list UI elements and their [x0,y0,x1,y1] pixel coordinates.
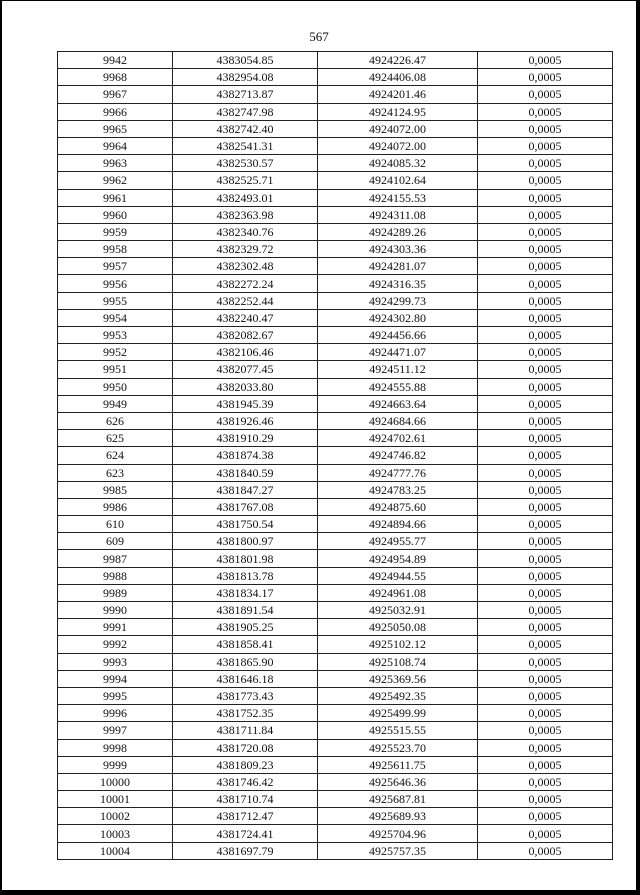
x-coordinate-cell: 4381905.25 [173,619,318,636]
value-cell: 0,0005 [478,395,613,412]
value-cell: 0,0005 [478,137,613,154]
y-coordinate-cell: 4924102.64 [318,172,478,189]
value-cell: 0,0005 [478,584,613,601]
point-number-cell: 9996 [58,705,173,722]
value-cell: 0,0005 [478,653,613,670]
x-coordinate-cell: 4381646.18 [173,670,318,687]
value-cell: 0,0005 [478,378,613,395]
value-cell: 0,0005 [478,687,613,704]
table-row [58,412,613,429]
point-number-cell: 9985 [58,481,173,498]
value-cell: 0,0005 [478,739,613,756]
value-cell: 0,0005 [478,447,613,464]
table-row [58,533,613,550]
x-coordinate-cell: 4382240.47 [173,309,318,326]
x-coordinate-cell: 4382033.80 [173,378,318,395]
y-coordinate-cell: 4925108.74 [318,653,478,670]
y-coordinate-cell: 4925687.81 [318,791,478,808]
y-coordinate-cell: 4925499.99 [318,705,478,722]
y-coordinate-cell: 4924226.47 [318,52,478,69]
x-coordinate-cell: 4382747.98 [173,103,318,120]
x-coordinate-cell: 4381720.08 [173,739,318,756]
point-number-cell: 624 [58,447,173,464]
y-coordinate-cell: 4924894.66 [318,516,478,533]
y-coordinate-cell: 4924746.82 [318,447,478,464]
coordinates-table [57,51,613,860]
x-coordinate-cell: 4382541.31 [173,137,318,154]
point-number-cell: 9949 [58,395,173,412]
point-number-cell: 9951 [58,361,173,378]
y-coordinate-cell: 4924944.55 [318,567,478,584]
point-number-cell: 10001 [58,791,173,808]
x-coordinate-cell: 4381910.29 [173,430,318,447]
point-number-cell: 9990 [58,602,173,619]
y-coordinate-cell: 4924289.26 [318,223,478,240]
x-coordinate-cell: 4382530.57 [173,155,318,172]
y-coordinate-cell: 4924511.12 [318,361,478,378]
table-row [58,275,613,292]
value-cell: 0,0005 [478,550,613,567]
y-coordinate-cell: 4925102.12 [318,636,478,653]
x-coordinate-cell: 4381847.27 [173,481,318,498]
point-number-cell: 609 [58,533,173,550]
point-number-cell: 9962 [58,172,173,189]
table-row [58,258,613,275]
point-number-cell: 10003 [58,825,173,842]
value-cell: 0,0005 [478,120,613,137]
value-cell: 0,0005 [478,464,613,481]
table-row [58,739,613,756]
value-cell: 0,0005 [478,344,613,361]
value-cell: 0,0005 [478,275,613,292]
value-cell: 0,0005 [478,481,613,498]
value-cell: 0,0005 [478,69,613,86]
y-coordinate-cell: 4925689.93 [318,808,478,825]
x-coordinate-cell: 4381874.38 [173,447,318,464]
point-number-cell: 9994 [58,670,173,687]
value-cell: 0,0005 [478,292,613,309]
x-coordinate-cell: 4381834.17 [173,584,318,601]
table-row [58,636,613,653]
value-cell: 0,0005 [478,155,613,172]
table-row [58,687,613,704]
point-number-cell: 9942 [58,52,173,69]
table-row [58,481,613,498]
point-number-cell: 9957 [58,258,173,275]
table-row [58,498,613,515]
point-number-cell: 9992 [58,636,173,653]
table-row [58,327,613,344]
point-number-cell: 9966 [58,103,173,120]
y-coordinate-cell: 4924783.25 [318,481,478,498]
x-coordinate-cell: 4383054.85 [173,52,318,69]
y-coordinate-cell: 4925492.35 [318,687,478,704]
x-coordinate-cell: 4381865.90 [173,653,318,670]
x-coordinate-cell: 4381945.39 [173,395,318,412]
x-coordinate-cell: 4381767.08 [173,498,318,515]
x-coordinate-cell: 4381712.47 [173,808,318,825]
x-coordinate-cell: 4381809.23 [173,756,318,773]
value-cell: 0,0005 [478,619,613,636]
point-number-cell: 9964 [58,137,173,154]
x-coordinate-cell: 4381801.98 [173,550,318,567]
y-coordinate-cell: 4924124.95 [318,103,478,120]
table-row [58,773,613,790]
value-cell: 0,0005 [478,773,613,790]
x-coordinate-cell: 4381752.35 [173,705,318,722]
table-row [58,309,613,326]
point-number-cell: 9968 [58,69,173,86]
table-row [58,86,613,103]
y-coordinate-cell: 4924961.08 [318,584,478,601]
y-coordinate-cell: 4924316.35 [318,275,478,292]
value-cell: 0,0005 [478,808,613,825]
y-coordinate-cell: 4924299.73 [318,292,478,309]
value-cell: 0,0005 [478,189,613,206]
value-cell: 0,0005 [478,52,613,69]
x-coordinate-cell: 4382525.71 [173,172,318,189]
point-number-cell: 9952 [58,344,173,361]
value-cell: 0,0005 [478,430,613,447]
table-row [58,69,613,86]
y-coordinate-cell: 4925515.55 [318,722,478,739]
table-row [58,842,613,859]
y-coordinate-cell: 4925369.56 [318,670,478,687]
table-row [58,223,613,240]
point-number-cell: 9993 [58,653,173,670]
y-coordinate-cell: 4924281.07 [318,258,478,275]
x-coordinate-cell: 4381724.41 [173,825,318,842]
value-cell: 0,0005 [478,361,613,378]
table-row [58,705,613,722]
x-coordinate-cell: 4381858.41 [173,636,318,653]
point-number-cell: 10004 [58,842,173,859]
value-cell: 0,0005 [478,825,613,842]
value-cell: 0,0005 [478,206,613,223]
value-cell: 0,0005 [478,241,613,258]
point-number-cell: 10000 [58,773,173,790]
value-cell: 0,0005 [478,412,613,429]
point-number-cell: 9958 [58,241,173,258]
point-number-cell: 9967 [58,86,173,103]
y-coordinate-cell: 4925757.35 [318,842,478,859]
point-number-cell: 610 [58,516,173,533]
point-number-cell: 9960 [58,206,173,223]
value-cell: 0,0005 [478,602,613,619]
y-coordinate-cell: 4924663.64 [318,395,478,412]
table-body [58,52,613,860]
y-coordinate-cell: 4924303.36 [318,241,478,258]
table-row [58,670,613,687]
point-number-cell: 626 [58,412,173,429]
point-number-cell: 9963 [58,155,173,172]
y-coordinate-cell: 4924702.61 [318,430,478,447]
x-coordinate-cell: 4381813.78 [173,567,318,584]
point-number-cell: 623 [58,464,173,481]
x-coordinate-cell: 4382272.24 [173,275,318,292]
y-coordinate-cell: 4924201.46 [318,86,478,103]
value-cell: 0,0005 [478,172,613,189]
point-number-cell: 9959 [58,223,173,240]
y-coordinate-cell: 4924456.66 [318,327,478,344]
point-number-cell: 9986 [58,498,173,515]
value-cell: 0,0005 [478,258,613,275]
point-number-cell: 625 [58,430,173,447]
page-number: 567 [309,29,329,44]
value-cell: 0,0005 [478,670,613,687]
table-row [58,206,613,223]
point-number-cell: 9995 [58,687,173,704]
x-coordinate-cell: 4381891.54 [173,602,318,619]
table-row [58,430,613,447]
table-row [58,378,613,395]
y-coordinate-cell: 4925611.75 [318,756,478,773]
value-cell: 0,0005 [478,842,613,859]
y-coordinate-cell: 4924155.53 [318,189,478,206]
x-coordinate-cell: 4382493.01 [173,189,318,206]
value-cell: 0,0005 [478,756,613,773]
x-coordinate-cell: 4381746.42 [173,773,318,790]
x-coordinate-cell: 4382077.45 [173,361,318,378]
y-coordinate-cell: 4924954.89 [318,550,478,567]
table-row [58,791,613,808]
y-coordinate-cell: 4924555.88 [318,378,478,395]
document-page [2,1,636,890]
table-row [58,722,613,739]
table-row [58,137,613,154]
x-coordinate-cell: 4381773.43 [173,687,318,704]
y-coordinate-cell: 4925032.91 [318,602,478,619]
y-coordinate-cell: 4924471.07 [318,344,478,361]
table-row [58,52,613,69]
table-row [58,292,613,309]
point-number-cell: 9953 [58,327,173,344]
x-coordinate-cell: 4381750.54 [173,516,318,533]
table-row [58,550,613,567]
y-coordinate-cell: 4924072.00 [318,137,478,154]
x-coordinate-cell: 4382713.87 [173,86,318,103]
value-cell: 0,0005 [478,722,613,739]
y-coordinate-cell: 4925050.08 [318,619,478,636]
x-coordinate-cell: 4382252.44 [173,292,318,309]
point-number-cell: 9989 [58,584,173,601]
point-number-cell: 9999 [58,756,173,773]
table-row [58,808,613,825]
value-cell: 0,0005 [478,327,613,344]
table-row [58,447,613,464]
table-row [58,172,613,189]
point-number-cell: 10002 [58,808,173,825]
point-number-cell: 9991 [58,619,173,636]
table-row [58,361,613,378]
value-cell: 0,0005 [478,567,613,584]
point-number-cell: 9954 [58,309,173,326]
table-row [58,241,613,258]
table-row [58,584,613,601]
y-coordinate-cell: 4924072.00 [318,120,478,137]
x-coordinate-cell: 4381800.97 [173,533,318,550]
table-row [58,602,613,619]
x-coordinate-cell: 4382082.67 [173,327,318,344]
x-coordinate-cell: 4382106.46 [173,344,318,361]
y-coordinate-cell: 4925646.36 [318,773,478,790]
value-cell: 0,0005 [478,309,613,326]
x-coordinate-cell: 4382363.98 [173,206,318,223]
x-coordinate-cell: 4382954.08 [173,69,318,86]
point-number-cell: 9956 [58,275,173,292]
point-number-cell: 9965 [58,120,173,137]
value-cell: 0,0005 [478,516,613,533]
point-number-cell: 9961 [58,189,173,206]
x-coordinate-cell: 4381710.74 [173,791,318,808]
y-coordinate-cell: 4924875.60 [318,498,478,515]
x-coordinate-cell: 4381697.79 [173,842,318,859]
x-coordinate-cell: 4382329.72 [173,241,318,258]
x-coordinate-cell: 4381711.84 [173,722,318,739]
x-coordinate-cell: 4381926.46 [173,412,318,429]
table-row [58,653,613,670]
y-coordinate-cell: 4924684.66 [318,412,478,429]
point-number-cell: 9987 [58,550,173,567]
y-coordinate-cell: 4924302.80 [318,309,478,326]
y-coordinate-cell: 4924085.32 [318,155,478,172]
point-number-cell: 9955 [58,292,173,309]
x-coordinate-cell: 4381840.59 [173,464,318,481]
point-number-cell: 9998 [58,739,173,756]
x-coordinate-cell: 4382340.76 [173,223,318,240]
point-number-cell: 9997 [58,722,173,739]
y-coordinate-cell: 4924311.08 [318,206,478,223]
y-coordinate-cell: 4925704.96 [318,825,478,842]
x-coordinate-cell: 4382302.48 [173,258,318,275]
value-cell: 0,0005 [478,86,613,103]
point-number-cell: 9950 [58,378,173,395]
table-row [58,103,613,120]
value-cell: 0,0005 [478,498,613,515]
point-number-cell: 9988 [58,567,173,584]
table-row [58,619,613,636]
table-row [58,756,613,773]
y-coordinate-cell: 4924777.76 [318,464,478,481]
value-cell: 0,0005 [478,636,613,653]
y-coordinate-cell: 4925523.70 [318,739,478,756]
y-coordinate-cell: 4924955.77 [318,533,478,550]
table-row [58,825,613,842]
table-row [58,464,613,481]
table-row [58,516,613,533]
table-row [58,567,613,584]
value-cell: 0,0005 [478,533,613,550]
value-cell: 0,0005 [478,103,613,120]
value-cell: 0,0005 [478,705,613,722]
value-cell: 0,0005 [478,791,613,808]
table-row [58,395,613,412]
table-row [58,120,613,137]
value-cell: 0,0005 [478,223,613,240]
table-row [58,155,613,172]
x-coordinate-cell: 4382742.40 [173,120,318,137]
table-row [58,189,613,206]
y-coordinate-cell: 4924406.08 [318,69,478,86]
table-row [58,344,613,361]
